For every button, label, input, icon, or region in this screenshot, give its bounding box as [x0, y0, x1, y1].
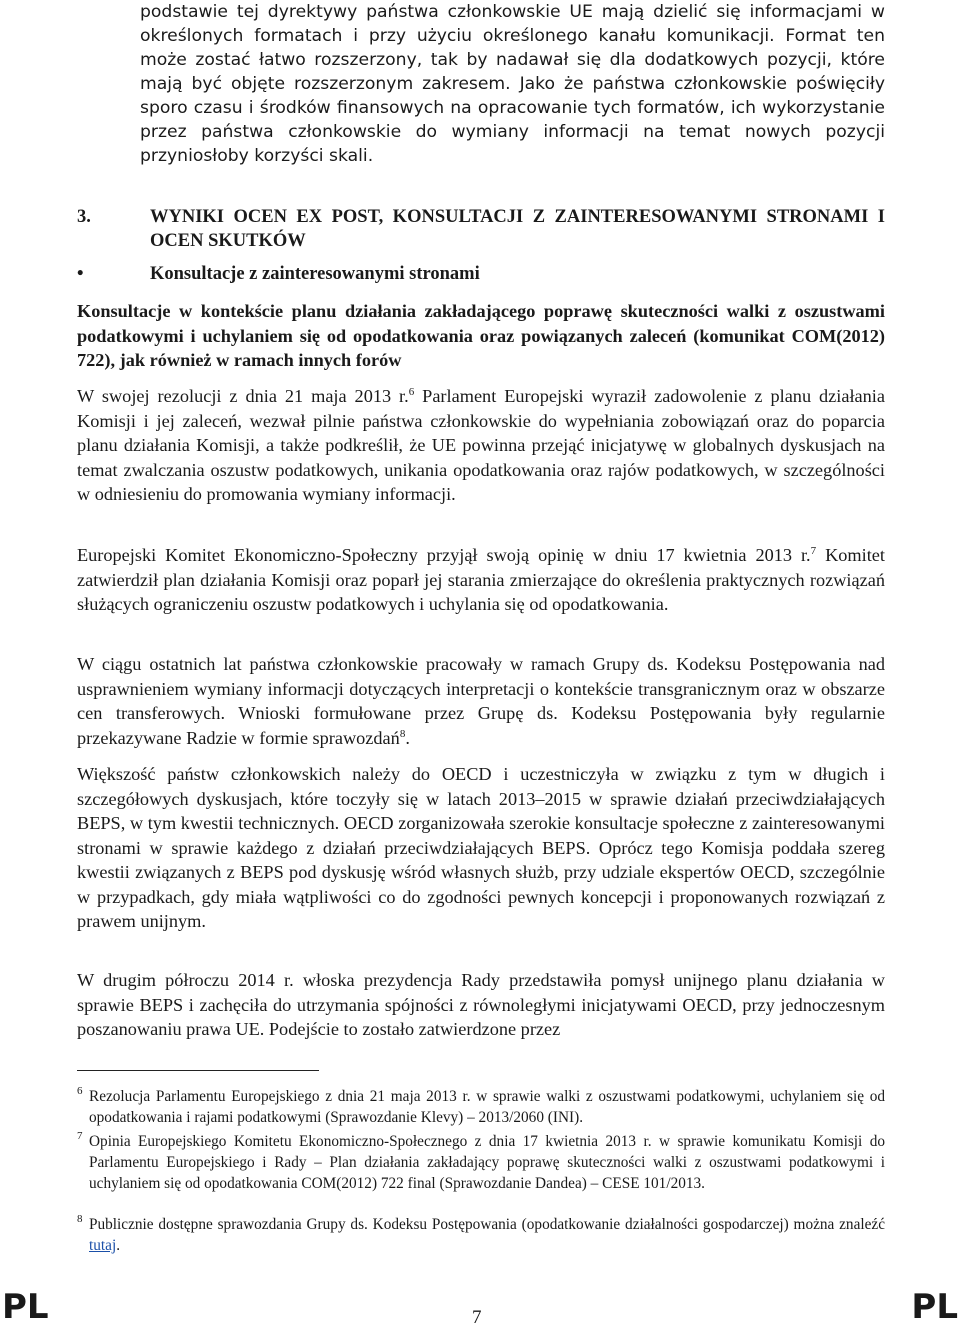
section-number: 3. — [77, 207, 91, 227]
section-title: WYNIKI OCEN EX POST, KONSULTACJI Z ZAINTERESOWANYMI STRONAMI I OCEN SKUTKÓW — [150, 207, 885, 251]
footnote-text: Publicznie dostępne sprawozdania Grupy ds. Kodeksu Postępowania (opodatkowanie działalności gospodarczej) można znaleźć — [89, 1216, 885, 1233]
paragraph-text: . — [405, 727, 410, 748]
paragraph-italian-presidency: W drugim półroczu 2014 r. włoska prezydencja Rady przedstawiła pomysł unijnego planu działania w sprawie BEPS i zachęciła do utrzymania spójności z równoległymi inicjatywami OECD, przy jednoczesnym poszanowaniu prawa UE. Podejście to zostało zatwierdzone przez — [77, 970, 885, 1039]
paragraph-code-of-conduct — [77, 652, 885, 750]
paragraph-ep-resolution — [77, 384, 885, 507]
bullet-icon: • — [77, 264, 84, 284]
footnote-mark: 7 — [77, 1130, 83, 1142]
footnote-separator — [77, 1070, 319, 1071]
footnote-ref-7[interactable]: 7 — [810, 544, 817, 557]
footnote-text: Opinia Europejskiego Komitetu Ekonomiczno-Społecznego z dnia 17 kwietnia 2013 r. w sprawie komunikatu Komisji do Parlamentu Europejskiego i Rady – Plan działania zakładający poprawę skuteczności walki z oszustwami podatkowymi i uchylaniem się od opodatkowania COM(2012) 722 final (Sprawozdanie Dandea) – CESE 101/2013. — [89, 1133, 885, 1192]
footer-language-right: PL — [911, 1287, 958, 1327]
bold-paragraph: Konsultacje w kontekście planu działania zakładającego poprawę skuteczności walki z oszustwami podatkowymi i uchylaniem się od opodatkowania oraz powiązanych zaleceń (komunikat COM(2012) 722), jak również w ramach innych forów — [77, 301, 885, 370]
paragraph-eesc-opinion — [77, 543, 885, 617]
footnote-mark: 6 — [77, 1085, 83, 1097]
paragraph-oecd: Większość państw członkowskich należy do OECD i uczestniczyła w związku z tym w długich i szczegółowych dyskusjach, które toczyły się w latach 2013–2015 w sprawie działań przeciwdziałających BEPS, w tym kwestii technicznych. OECD zorganizowała szerokie konsultacje społeczne z zainteresowanymi stronami w sprawie każdego z działań przeciwdziałających BEPS. Oprócz tego Komisja poddała szereg kwestii związanych z BEPS pod dyskusję wśród własnych służb, przy udziale ekspertów OECD, szczególnie w przypadkach, gdy miała wątpliwości co do zgodności pewnych koncepcji i proponowanych rozwiązań z prawem unijnym. — [77, 764, 885, 931]
footnote-link[interactable]: tutaj — [89, 1237, 117, 1254]
page-number: 7 — [472, 1307, 482, 1328]
footnote-ref-8[interactable]: 8 — [399, 727, 406, 740]
footnote-text: Rezolucja Parlamentu Europejskiego z dnia 21 maja 2013 r. w sprawie walki z oszustwami podatkowymi, uchylaniem się od opodatkowania i rajami podatkowymi (Sprawozdanie Klevy) – 2013/2060 (INI). — [89, 1088, 885, 1126]
footnote-mark: 8 — [77, 1213, 83, 1225]
footnote-text-wrap — [89, 1214, 885, 1256]
paragraph-text: Parlament Europejski wyraził zadowolenie z planu działania Komisji i jej zaleceń, wezwał pilnie państwa członkowskie do wypełniania zobowiązań oraz do poparcia planu działania Komisji, a także podkreślił, że UE powinna przejąć inicjatywę w globalnych dyskusjach na temat zwalczania oszustw podatkowych, unikania opodatkowania oraz rajów podatkowych, w szczególności w odniesieniu do promowania wymiany informacji. — [77, 386, 885, 504]
intro-paragraph: podstawie tej dyrektywy państwa członkowskie UE mają dzielić się informacjami w określonych formatach i przy użyciu określonego kanału komunikacji. Format ten może zostać łatwo rozszerzony, tak by nadawał się dla dodatkowych pozycji, które mają być objęte rozszerzonym zakresem. Jako że państwa członkowskie poświęciły sporo czasu i środków finansowych na opracowanie tych formatów, ich wykorzystanie przez państwa członkowskie do wymiany informacji na temat nowych pozycji przyniosłoby korzyści skali. — [140, 2, 885, 166]
paragraph-text: Europejski Komitet Ekonomiczno-Społeczny przyjął swoją opinię w dniu 17 kwietnia 2013 r. — [77, 545, 811, 565]
subheading-label: Konsultacje z zainteresowanymi stronami — [150, 264, 480, 284]
paragraph-text: W swojej rezolucji z dnia 21 maja 2013 r. — [77, 386, 409, 406]
footnote-ref-6[interactable]: 6 — [408, 385, 415, 398]
footer-language-left: PL — [2, 1287, 49, 1327]
footnote-tail: . — [116, 1237, 121, 1254]
paragraph-text: W ciągu ostatnich lat państwa członkowskie pracowały w ramach Grupy ds. Kodeksu Postępowania nad usprawnieniem wymiany informacji dotyczących interpretacji o kontekście transgranicznym oraz w obszarze cen transferowych. Wnioski formułowane przez Grupę ds. Kodeksu Postępowania były regularnie przekazywane Radzie w formie sprawozdań — [77, 654, 885, 748]
paragraph-text: Komitet zatwierdził plan działania Komisji oraz poparł jej starania zmierzające do określenia praktycznych rozwiązań służących ograniczeniu oszustw podatkowych i uchylania się od opodatkowania. — [77, 545, 885, 614]
